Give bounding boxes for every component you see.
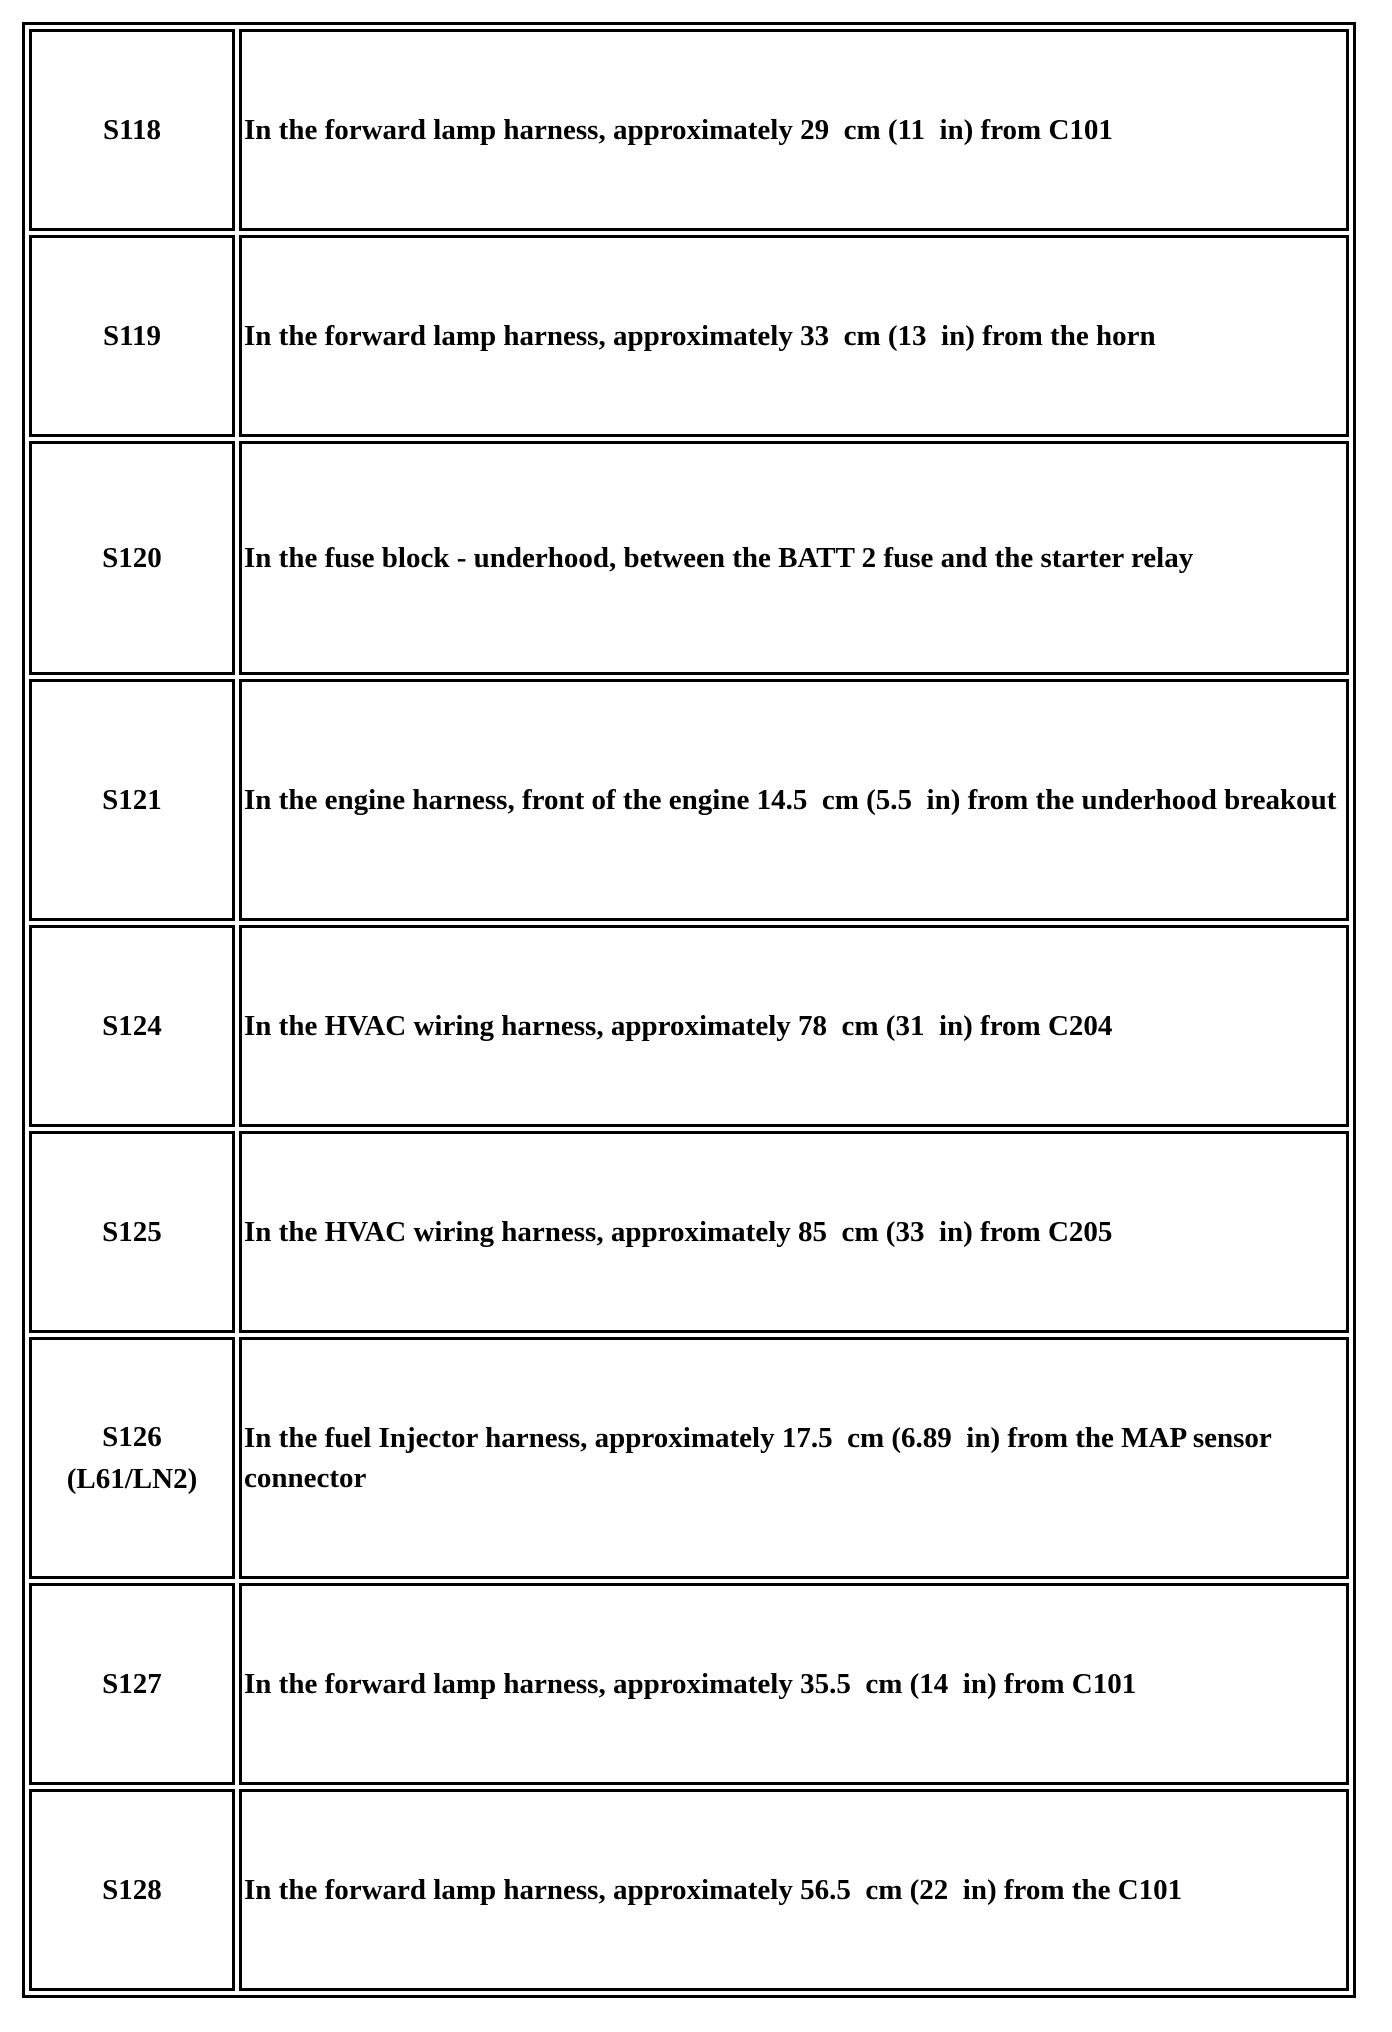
splice-location: In the forward lamp harness, approximately 35.5 cm (14 in) from C101 (239, 1583, 1349, 1785)
splice-id: S124 (29, 925, 235, 1127)
table-row (29, 1789, 1349, 1991)
splice-location: In the HVAC wiring harness, approximately 78 cm (31 in) from C204 (239, 925, 1349, 1127)
table-row (29, 29, 1349, 231)
splice-location: In the forward lamp harness, approximately 29 cm (11 in) from C101 (239, 29, 1349, 231)
table-row (29, 1131, 1349, 1333)
splice-id: S120 (29, 441, 235, 675)
splice-location: In the engine harness, front of the engine 14.5 cm (5.5 in) from the underhood breakout (239, 679, 1349, 921)
splice-location: In the fuse block - underhood, between the BATT 2 fuse and the starter relay (239, 441, 1349, 675)
table-row (29, 1337, 1349, 1579)
table-row (29, 1583, 1349, 1785)
splice-id: S121 (29, 679, 235, 921)
splice-location: In the fuel Injector harness, approximately 17.5 cm (6.89 in) from the MAP sensor connector (239, 1337, 1349, 1579)
splice-id: S128 (29, 1789, 235, 1991)
table-row (29, 925, 1349, 1127)
splice-location: In the forward lamp harness, approximately 56.5 cm (22 in) from the C101 (239, 1789, 1349, 1991)
table-row (29, 441, 1349, 675)
splice-location-table (22, 22, 1356, 1998)
splice-id: S118 (29, 29, 235, 231)
splice-id: S127 (29, 1583, 235, 1785)
splice-id-text: S126 (L61/LN2) (66, 1421, 198, 1495)
table-row (29, 235, 1349, 437)
table-row (29, 679, 1349, 921)
splice-location: In the HVAC wiring harness, approximately 85 cm (33 in) from C205 (239, 1131, 1349, 1333)
splice-id: S119 (29, 235, 235, 437)
splice-location: In the forward lamp harness, approximately 33 cm (13 in) from the horn (239, 235, 1349, 437)
splice-id (29, 1337, 235, 1579)
splice-id: S125 (29, 1131, 235, 1333)
